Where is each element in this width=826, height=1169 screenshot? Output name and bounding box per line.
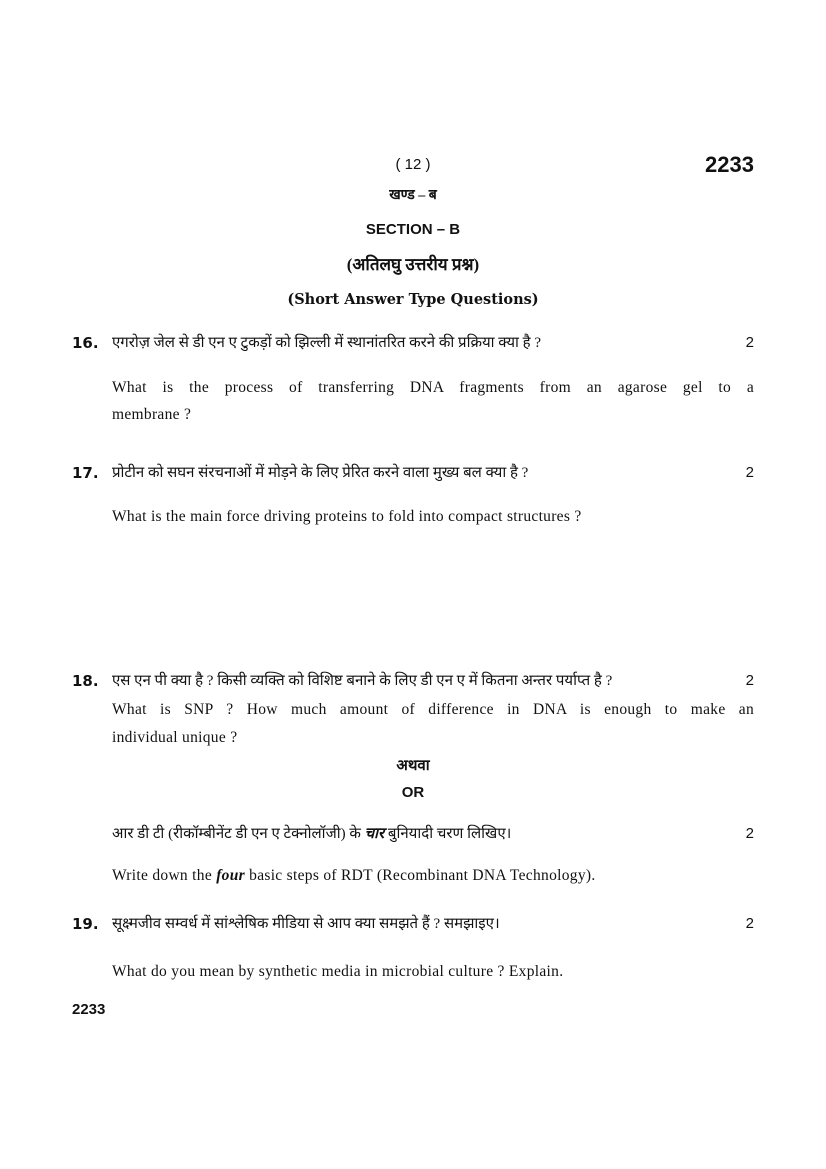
question-english: What do you mean by synthetic media in microbial culture ? Explain.	[112, 963, 564, 980]
alt-hindi-before: आर डी टी (रीकॉम्बीनेंट डी एन ए टेक्नोलॉजी) के	[112, 826, 361, 842]
alt-english-emphasis: four	[216, 867, 245, 884]
question-number: 17.	[72, 464, 99, 482]
section-subtitle: (Short Answer Type Questions)	[287, 291, 539, 308]
or-hindi: अथवा	[396, 758, 430, 774]
page-number: ( 12 )	[395, 156, 431, 173]
question-marks: 2	[745, 672, 754, 689]
footer-paper-code: 2233	[72, 1001, 106, 1018]
question-marks: 2	[745, 915, 754, 932]
or-label: OR	[401, 784, 425, 801]
alt-english-after: basic steps of RDT (Recombinant DNA Technology).	[249, 867, 596, 884]
alt-question-english	[112, 866, 596, 886]
alt-hindi-after: बुनियादी चरण लिखिए।	[387, 826, 512, 842]
alt-question-marks: 2	[745, 825, 754, 842]
section-title-hindi: खण्ड – ब	[389, 188, 437, 203]
question-hindi: प्रोटीन को सघन संरचनाओं में मोड़ने के लिए प्रेरित करने वाला मुख्य बल क्या है ?	[112, 465, 529, 481]
question-marks: 2	[745, 334, 754, 351]
alt-hindi-emphasis: चार	[364, 826, 385, 842]
question-hindi: सूक्ष्मजीव सम्वर्ध में सांश्लेषिक मीडिया से आप क्या समझते हैं ? समझाइए।	[112, 916, 500, 932]
question-hindi: एगरोज़ जेल से डी एन ए टुकड़ों को झिल्ली में स्थानांतरित करने की प्रक्रिया क्या है ?	[112, 335, 542, 351]
alt-english-before: Write down the	[112, 867, 212, 884]
section-title: SECTION – B	[365, 221, 461, 238]
paper-code: 2233	[705, 152, 754, 177]
question-english-cont: individual unique ?	[112, 729, 238, 746]
alt-question-hindi	[112, 824, 511, 844]
question-english: What is SNP ? How much amount of difference in DNA is enough to make an	[112, 701, 754, 718]
question-number: 19.	[72, 915, 99, 933]
question-hindi: एस एन पी क्या है ? किसी व्यक्ति को विशिष्ट बनाने के लिए डी एन ए में कितना अन्तर पर्याप्त है ?	[112, 673, 613, 689]
question-number: 16.	[72, 334, 99, 352]
question-number: 18.	[72, 672, 99, 690]
question-english-cont: membrane ?	[112, 406, 192, 423]
question-english: What is the process of transferring DNA fragments from an agarose gel to a	[112, 379, 754, 396]
question-marks: 2	[745, 464, 754, 481]
question-english: What is the main force driving proteins to fold into compact structures ?	[112, 508, 582, 525]
section-subtitle-hindi: (अतिलघु उत्तरीय प्रश्न)	[346, 255, 480, 274]
